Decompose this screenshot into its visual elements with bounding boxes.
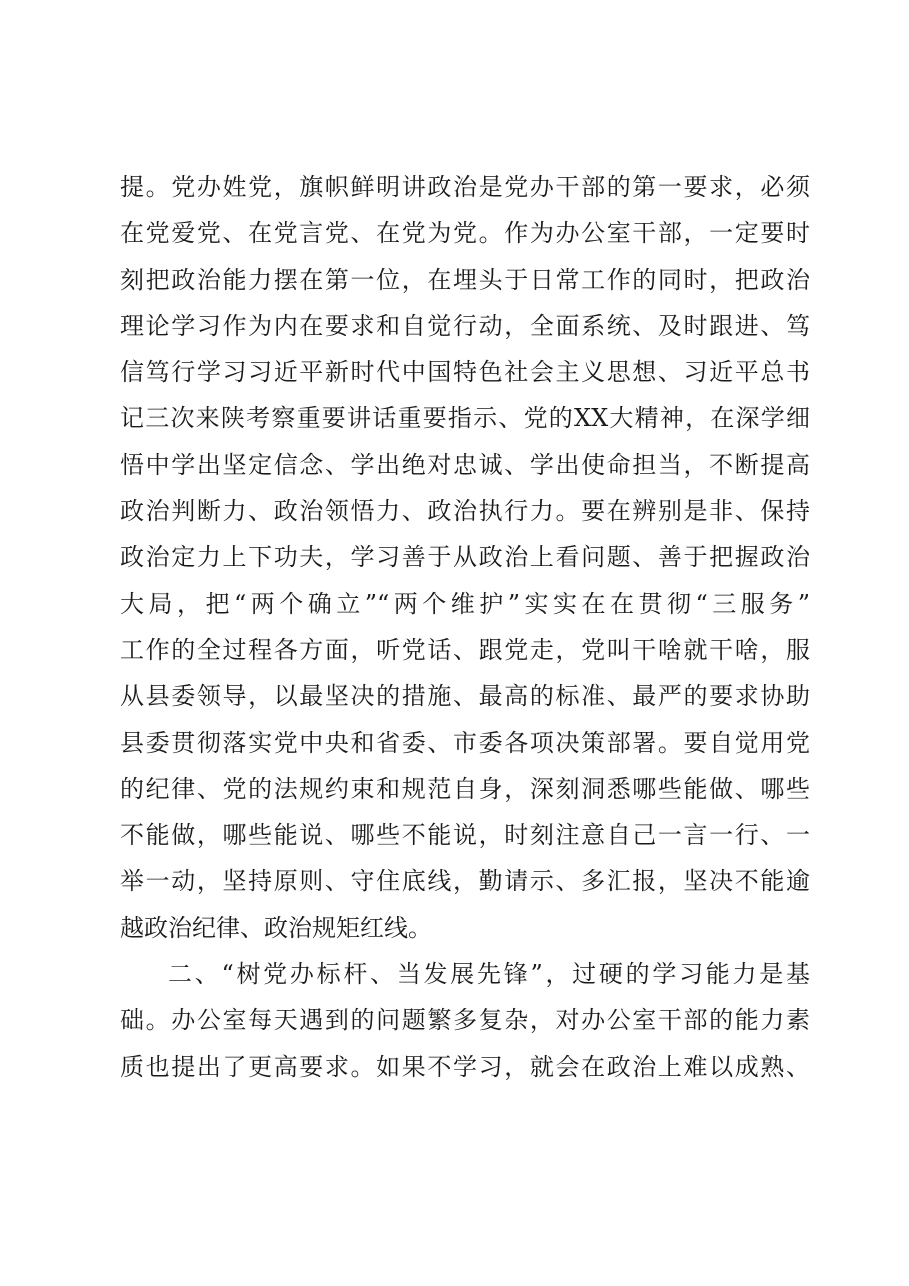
text-line: 工作的全过程各方面，听党话、跟党走，党叫干啥就干啥，服 (120, 635, 810, 664)
text-line: 记三次来陕考察重要讲话重要指示、党的XX大精神，在深学细 (120, 404, 810, 433)
text-line: 提。党办姓党，旗帜鲜明讲政治是党办干部的第一要求，必须 (120, 173, 810, 201)
text-line: 质也提出了更高要求。如果不学习，就会在政治上难以成熟、 (120, 1052, 810, 1081)
text-line: 的纪律、党的法规约束和规范自身，深刻洞悉哪些能做、哪些 (120, 774, 810, 803)
paragraph-2 (120, 951, 810, 1090)
text-line: 县委贯彻落实党中央和省委、市委各项决策部署。要自觉用党 (120, 728, 810, 757)
text-line: 础。办公室每天遇到的问题繁多复杂，对办公室干部的能力素 (120, 1006, 810, 1035)
text-line: 二、“树党办标杆、当发展先锋”，过硬的学习能力是基 (168, 960, 810, 989)
document-body (120, 164, 810, 1090)
text-line: 政治定力上下功夫，学习善于从政治上看问题、善于把握政治 (120, 543, 810, 572)
paragraph-1 (120, 164, 810, 951)
text-line: 越政治纪律、政治规矩红线。 (120, 913, 432, 942)
text-line: 悟中学出坚定信念、学出绝对忠诚、学出使命担当，不断提高 (120, 450, 810, 479)
text-line: 理论学习作为内在要求和自觉行动，全面系统、及时跟进、笃 (120, 311, 810, 340)
text-line: 信笃行学习习近平新时代中国特色社会主义思想、习近平总书 (120, 358, 810, 387)
text-line: 政治判断力、政治领悟力、政治执行力。要在辨别是非、保持 (120, 497, 810, 526)
text-line: 在党爱党、在党言党、在党为党。作为办公室干部，一定要时 (120, 219, 810, 248)
text-line: 刻把政治能力摆在第一位，在埋头于日常工作的同时，把政治 (120, 265, 810, 294)
text-line: 从县委领导，以最坚决的措施、最高的标准、最严的要求协助 (120, 682, 810, 711)
text-line: 不能做，哪些能说、哪些不能说，时刻注意自己一言一行、一 (120, 821, 810, 850)
text-line: 举一动，坚持原则、守住底线，勤请示、多汇报，坚决不能逾 (120, 867, 810, 896)
text-line: 大局，把“两个确立”“两个维护”实实在在贯彻“三服务” (120, 589, 810, 618)
